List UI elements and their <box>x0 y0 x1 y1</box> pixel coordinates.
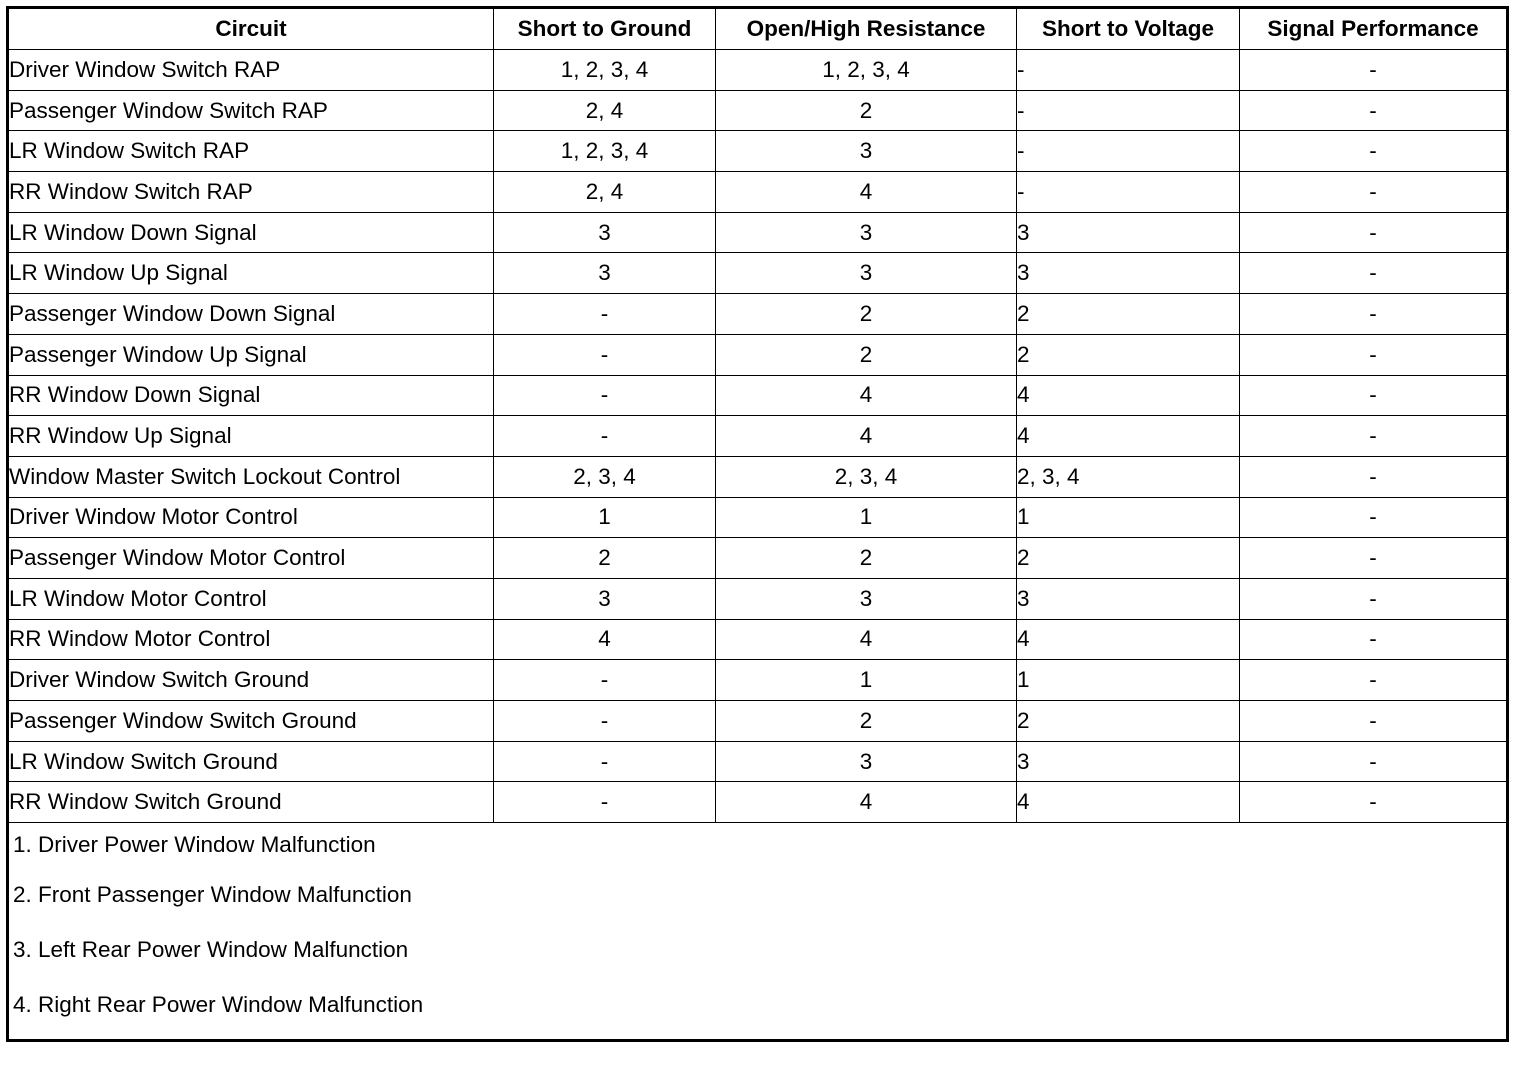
table-row <box>8 578 1508 619</box>
cell-circuit: Driver Window Motor Control <box>8 497 494 538</box>
cell-signal-performance: - <box>1240 131 1508 172</box>
cell-circuit: Passenger Window Motor Control <box>8 538 494 579</box>
cell-signal-performance: - <box>1240 294 1508 335</box>
cell-circuit: LR Window Switch RAP <box>8 131 494 172</box>
cell-signal-performance: - <box>1240 741 1508 782</box>
cell-circuit: LR Window Down Signal <box>8 212 494 253</box>
cell-short-to-voltage: - <box>1017 172 1240 213</box>
table-row <box>8 375 1508 416</box>
note-4: 4. Right Rear Power Window Malfunction <box>13 992 424 1018</box>
cell-open-high-resistance: 3 <box>716 131 1017 172</box>
cell-short-to-ground: - <box>494 334 716 375</box>
cell-open-high-resistance: 4 <box>716 375 1017 416</box>
cell-short-to-voltage: 4 <box>1017 782 1240 823</box>
cell-open-high-resistance: 4 <box>716 619 1017 660</box>
table-row <box>8 416 1508 457</box>
cell-open-high-resistance: 4 <box>716 172 1017 213</box>
cell-circuit: RR Window Down Signal <box>8 375 494 416</box>
cell-open-high-resistance: 3 <box>716 253 1017 294</box>
cell-short-to-voltage: - <box>1017 90 1240 131</box>
cell-signal-performance: - <box>1240 416 1508 457</box>
cell-short-to-ground: 1 <box>494 497 716 538</box>
table-row <box>8 294 1508 335</box>
cell-circuit: RR Window Up Signal <box>8 416 494 457</box>
table-row <box>8 782 1508 823</box>
cell-circuit: Passenger Window Switch Ground <box>8 701 494 742</box>
table-row <box>8 212 1508 253</box>
cell-short-to-voltage: 4 <box>1017 619 1240 660</box>
cell-short-to-ground: - <box>494 782 716 823</box>
cell-circuit: Driver Window Switch RAP <box>8 50 494 91</box>
cell-short-to-voltage: - <box>1017 50 1240 91</box>
note-1: 1. Driver Power Window Malfunction <box>13 832 376 858</box>
cell-signal-performance: - <box>1240 619 1508 660</box>
cell-short-to-voltage: 2 <box>1017 334 1240 375</box>
table-row <box>8 456 1508 497</box>
cell-short-to-ground: 3 <box>494 578 716 619</box>
cell-open-high-resistance: 2 <box>716 701 1017 742</box>
cell-open-high-resistance: 4 <box>716 416 1017 457</box>
cell-circuit: RR Window Motor Control <box>8 619 494 660</box>
cell-short-to-voltage: 2, 3, 4 <box>1017 456 1240 497</box>
cell-signal-performance: - <box>1240 253 1508 294</box>
cell-signal-performance: - <box>1240 538 1508 579</box>
cell-circuit: LR Window Motor Control <box>8 578 494 619</box>
cell-open-high-resistance: 2, 3, 4 <box>716 456 1017 497</box>
cell-short-to-ground: - <box>494 660 716 701</box>
cell-circuit: Window Master Switch Lockout Control <box>8 456 494 497</box>
cell-open-high-resistance: 1 <box>716 497 1017 538</box>
notes-row <box>8 823 1508 1041</box>
cell-circuit: LR Window Switch Ground <box>8 741 494 782</box>
cell-circuit: Passenger Window Up Signal <box>8 334 494 375</box>
cell-short-to-voltage: 3 <box>1017 578 1240 619</box>
cell-circuit: LR Window Up Signal <box>8 253 494 294</box>
table-body <box>8 50 1508 823</box>
cell-signal-performance: - <box>1240 701 1508 742</box>
cell-short-to-ground: 2 <box>494 538 716 579</box>
cell-short-to-ground: 4 <box>494 619 716 660</box>
cell-short-to-voltage: 3 <box>1017 253 1240 294</box>
table-row <box>8 497 1508 538</box>
header-circuit: Circuit <box>8 8 494 50</box>
cell-short-to-ground: 3 <box>494 212 716 253</box>
cell-short-to-voltage: 4 <box>1017 375 1240 416</box>
table-row <box>8 701 1508 742</box>
cell-signal-performance: - <box>1240 90 1508 131</box>
cell-open-high-resistance: 3 <box>716 741 1017 782</box>
cell-short-to-voltage: 3 <box>1017 741 1240 782</box>
circuit-fault-table <box>6 6 1509 1042</box>
circuit-diagnostic-document <box>6 6 1506 1042</box>
cell-short-to-ground: - <box>494 701 716 742</box>
cell-short-to-voltage: 2 <box>1017 294 1240 335</box>
cell-open-high-resistance: 3 <box>716 212 1017 253</box>
table-row <box>8 334 1508 375</box>
header-signal-performance: Signal Performance <box>1240 8 1508 50</box>
cell-short-to-ground: 1, 2, 3, 4 <box>494 50 716 91</box>
table-row <box>8 253 1508 294</box>
cell-short-to-voltage: 3 <box>1017 212 1240 253</box>
cell-short-to-voltage: 2 <box>1017 701 1240 742</box>
cell-signal-performance: - <box>1240 660 1508 701</box>
cell-signal-performance: - <box>1240 172 1508 213</box>
header-open-high-resistance: Open/High Resistance <box>716 8 1017 50</box>
cell-signal-performance: - <box>1240 497 1508 538</box>
note-3: 3. Left Rear Power Window Malfunction <box>13 937 409 963</box>
table-row <box>8 172 1508 213</box>
cell-signal-performance: - <box>1240 50 1508 91</box>
cell-short-to-ground: - <box>494 375 716 416</box>
header-row <box>8 8 1508 50</box>
header-short-to-voltage: Short to Voltage <box>1017 8 1240 50</box>
cell-open-high-resistance: 2 <box>716 538 1017 579</box>
table-row <box>8 50 1508 91</box>
notes-cell <box>8 823 1508 1041</box>
cell-short-to-ground: 1, 2, 3, 4 <box>494 131 716 172</box>
cell-signal-performance: - <box>1240 334 1508 375</box>
cell-short-to-voltage: 2 <box>1017 538 1240 579</box>
cell-signal-performance: - <box>1240 456 1508 497</box>
cell-circuit: RR Window Switch RAP <box>8 172 494 213</box>
cell-circuit: Passenger Window Down Signal <box>8 294 494 335</box>
cell-short-to-voltage: - <box>1017 131 1240 172</box>
cell-short-to-voltage: 1 <box>1017 660 1240 701</box>
cell-circuit: RR Window Switch Ground <box>8 782 494 823</box>
cell-signal-performance: - <box>1240 578 1508 619</box>
cell-open-high-resistance: 3 <box>716 578 1017 619</box>
table-row <box>8 619 1508 660</box>
cell-short-to-ground: 2, 4 <box>494 172 716 213</box>
cell-signal-performance: - <box>1240 375 1508 416</box>
table-row <box>8 538 1508 579</box>
cell-signal-performance: - <box>1240 212 1508 253</box>
cell-circuit: Passenger Window Switch RAP <box>8 90 494 131</box>
cell-open-high-resistance: 1 <box>716 660 1017 701</box>
table-row <box>8 660 1508 701</box>
cell-short-to-voltage: 4 <box>1017 416 1240 457</box>
cell-open-high-resistance: 4 <box>716 782 1017 823</box>
cell-short-to-ground: - <box>494 741 716 782</box>
table-row <box>8 741 1508 782</box>
cell-signal-performance: - <box>1240 782 1508 823</box>
cell-short-to-ground: - <box>494 294 716 335</box>
cell-short-to-ground: - <box>494 416 716 457</box>
cell-open-high-resistance: 2 <box>716 294 1017 335</box>
table-row <box>8 131 1508 172</box>
cell-open-high-resistance: 1, 2, 3, 4 <box>716 50 1017 91</box>
table-row <box>8 90 1508 131</box>
cell-circuit: Driver Window Switch Ground <box>8 660 494 701</box>
cell-short-to-ground: 2, 4 <box>494 90 716 131</box>
cell-short-to-voltage: 1 <box>1017 497 1240 538</box>
cell-open-high-resistance: 2 <box>716 334 1017 375</box>
note-2: 2. Front Passenger Window Malfunction <box>13 882 412 908</box>
header-short-to-ground: Short to Ground <box>494 8 716 50</box>
cell-open-high-resistance: 2 <box>716 90 1017 131</box>
cell-short-to-ground: 2, 3, 4 <box>494 456 716 497</box>
cell-short-to-ground: 3 <box>494 253 716 294</box>
